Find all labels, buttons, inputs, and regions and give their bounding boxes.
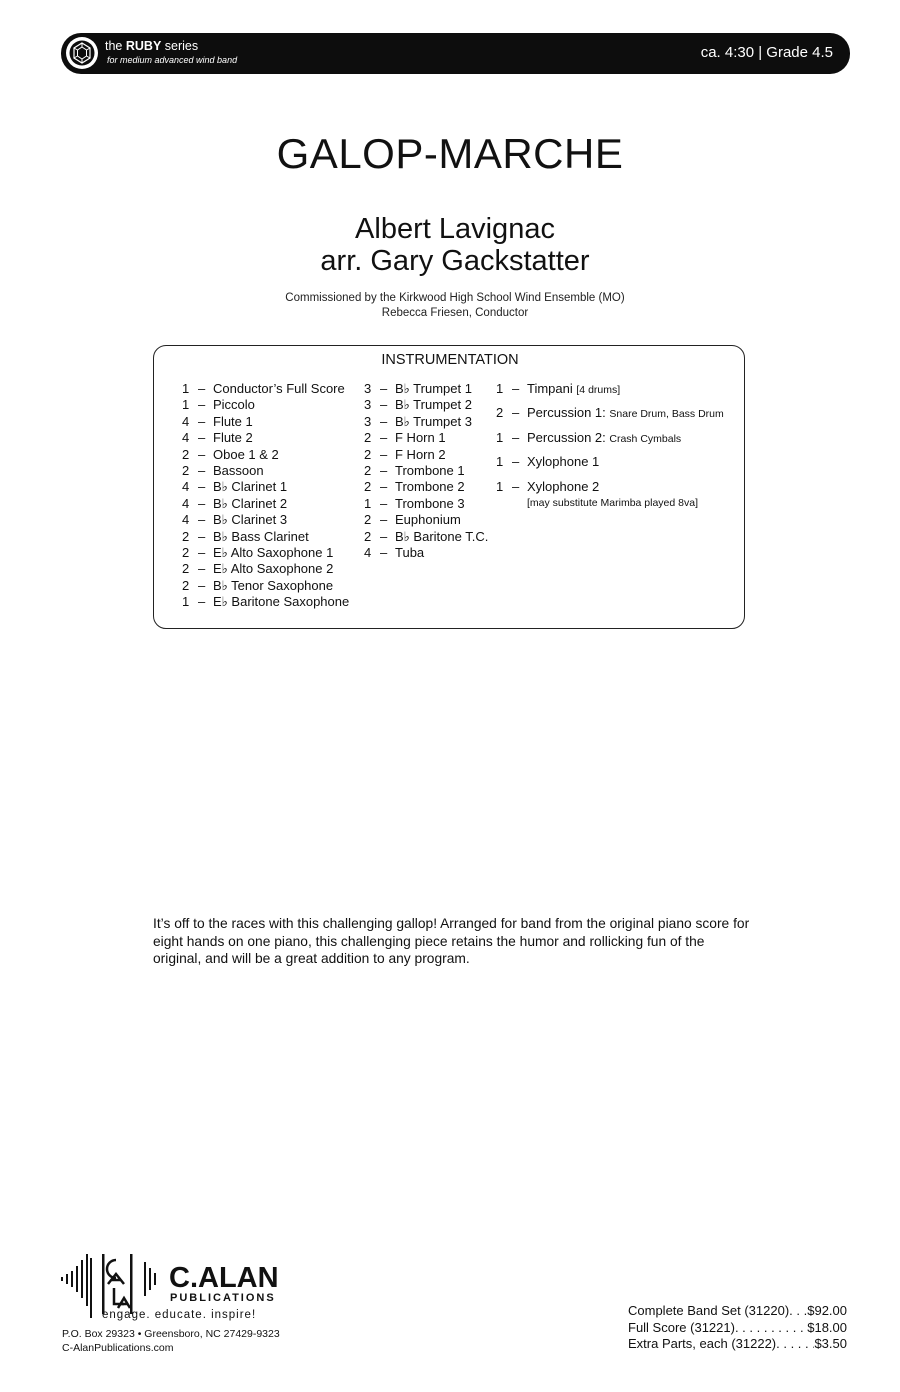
- instrument-name: Percussion 2: Crash Cymbals: [527, 429, 682, 445]
- dash-separator: –: [198, 594, 206, 610]
- instrument-quantity: 2: [182, 462, 190, 478]
- dash-separator: –: [380, 413, 388, 429]
- instrument-name: Percussion 1: Snare Drum, Bass Drum: [527, 405, 724, 421]
- instrument-name: B♭ Clarinet 2: [213, 495, 288, 511]
- instrument-name: Flute 2: [213, 430, 253, 446]
- dot-leader: [789, 1303, 807, 1320]
- dash-separator: –: [198, 381, 206, 396]
- instrument-quantity: 2: [182, 528, 190, 544]
- instrument-quantity: 2: [364, 479, 372, 495]
- instrument-name: F Horn 1: [395, 430, 446, 446]
- instrument-name: Trombone 3: [395, 495, 465, 511]
- piece-description: It’s off to the races with this challenging gallop! Arranged for band from the original piano score for eight hands on one piano, this challenging piece retains the humor and rollicking fun of the original, and will be a great addition to any program.: [153, 916, 750, 966]
- duration-grade: ca. 4:30 | Grade 4.5: [700, 44, 833, 61]
- instrument-name: B♭ Trumpet 2: [395, 397, 472, 413]
- instrument-quantity: 3: [364, 381, 372, 396]
- conductor-credit: Rebecca Friesen, Conductor: [381, 307, 529, 319]
- dash-separator: –: [380, 397, 388, 413]
- instrument-name: B♭ Trumpet 3: [395, 413, 472, 429]
- dash-separator: –: [380, 430, 388, 446]
- instrument-quantity: 1: [496, 454, 504, 470]
- instrument-name: Bassoon: [213, 462, 264, 478]
- c-alan-publications-logo: [58, 1254, 288, 1324]
- publisher-address-block: [62, 1327, 280, 1355]
- publisher-tagline: engage. educate. inspire!: [102, 1309, 257, 1321]
- dash-separator: –: [198, 528, 206, 544]
- dash-separator: –: [198, 544, 206, 560]
- piece-title: GALOP-MARCHE: [276, 130, 624, 177]
- instrument-name: Piccolo: [213, 397, 255, 413]
- instrument-quantity: 2: [364, 512, 372, 528]
- instrument-name: B♭ Clarinet 3: [213, 512, 288, 528]
- dash-separator: –: [380, 381, 388, 396]
- dash-separator: –: [198, 446, 206, 462]
- instrumentation-box: [153, 345, 745, 629]
- instrument-detail: [4 drums]: [576, 384, 621, 396]
- publisher-address: P.O. Box 29323 • Greensboro, NC 27429-9323: [62, 1328, 280, 1340]
- instrument-quantity: 4: [364, 544, 372, 560]
- dash-separator: –: [512, 429, 520, 445]
- instrument-quantity: 1: [496, 429, 504, 445]
- dash-separator: –: [198, 561, 206, 577]
- marimba-substitution-note: [may substitute Marimba played 8va]: [527, 497, 698, 509]
- commission-note: Commissioned by the Kirkwood High School Wind Ensemble (MO): [285, 292, 625, 304]
- price-row: [628, 1320, 847, 1337]
- dash-separator: –: [380, 462, 388, 478]
- instrument-detail: Snare Drum, Bass Drum: [609, 408, 724, 421]
- instrument-name: B♭ Clarinet 1: [213, 479, 288, 495]
- instrument-name: Trombone 1: [395, 462, 465, 478]
- dash-separator: –: [198, 462, 206, 478]
- dash-separator: –: [512, 478, 520, 494]
- price-label: Complete Band Set (31220): [628, 1303, 790, 1318]
- instrument-quantity: 2: [182, 446, 190, 462]
- instrument-quantity: 2: [496, 405, 504, 421]
- price-row: [628, 1336, 847, 1353]
- instrument-quantity: 3: [364, 413, 372, 429]
- dash-separator: –: [198, 512, 206, 528]
- dash-separator: –: [198, 479, 206, 495]
- instrument-name: Tuba: [395, 544, 425, 560]
- instrument-name: Conductor’s Full Score: [213, 381, 345, 396]
- price-amount: $3.50: [814, 1336, 847, 1351]
- dash-separator: –: [198, 495, 206, 511]
- instrument-quantity: 4: [182, 479, 190, 495]
- instrument-quantity: 2: [364, 430, 372, 446]
- instrument-quantity: 1: [364, 495, 372, 511]
- composer: Albert Lavignac: [355, 213, 555, 245]
- instrument-name: Euphonium: [395, 512, 461, 528]
- instrument-name: B♭ Bass Clarinet: [213, 528, 309, 544]
- instrument-quantity: 4: [182, 413, 190, 429]
- dash-separator: –: [380, 512, 388, 528]
- instrument-quantity: 4: [182, 430, 190, 446]
- series-tagline: for medium advanced wind band: [107, 55, 238, 65]
- series-header-bar: [61, 33, 850, 74]
- dash-separator: –: [380, 495, 388, 511]
- dash-separator: –: [198, 413, 206, 429]
- dash-separator: –: [380, 446, 388, 462]
- publisher-website[interactable]: C-AlanPublications.com: [62, 1342, 174, 1354]
- instrument-quantity: 1: [182, 397, 190, 413]
- instrument-quantity: 3: [364, 397, 372, 413]
- ruby-gem-icon: [65, 36, 99, 70]
- instrument-quantity: 1: [496, 381, 504, 396]
- series-name: the RUBY series: [105, 39, 199, 53]
- instrument-quantity: 2: [364, 528, 372, 544]
- instrument-quantity: 4: [182, 512, 190, 528]
- instrument-quantity: 2: [182, 561, 190, 577]
- dash-separator: –: [380, 479, 388, 495]
- price-label: Full Score (31221): [628, 1319, 735, 1335]
- dash-separator: –: [380, 528, 388, 544]
- instrument-quantity: 4: [182, 495, 190, 511]
- price-amount: $18.00: [807, 1319, 847, 1335]
- instrument-name: E♭ Alto Saxophone 2: [213, 561, 334, 577]
- instrument-quantity: 2: [182, 544, 190, 560]
- instrument-name: B♭ Tenor Saxophone: [213, 577, 334, 593]
- dash-separator: –: [198, 430, 206, 446]
- publisher-sub: PUBLICATIONS: [170, 1292, 276, 1304]
- instrument-quantity: 2: [364, 462, 372, 478]
- publisher-name: C.ALAN: [169, 1262, 279, 1294]
- dot-leader: [735, 1320, 807, 1337]
- arranger: arr. Gary Gackstatter: [320, 245, 590, 277]
- dash-separator: –: [380, 544, 388, 560]
- price-list: [628, 1303, 847, 1353]
- dash-separator: –: [512, 405, 520, 421]
- dash-separator: –: [512, 381, 520, 396]
- dot-leader: [776, 1336, 814, 1353]
- instrument-name: Oboe 1 & 2: [213, 446, 279, 462]
- price-row: [628, 1303, 847, 1320]
- instrument-name: Timpani [4 drums]: [527, 381, 621, 396]
- dash-separator: –: [198, 577, 206, 593]
- instrument-name: E♭ Baritone Saxophone: [213, 594, 350, 610]
- instrument-quantity: 2: [182, 577, 190, 593]
- dash-separator: –: [512, 454, 520, 470]
- price-amount: $92.00: [807, 1303, 847, 1318]
- instrument-name: Xylophone 2: [527, 478, 600, 494]
- instrument-quantity: 1: [182, 381, 190, 396]
- instrument-name: Trombone 2: [395, 479, 465, 495]
- instrument-name: E♭ Alto Saxophone 1: [213, 544, 334, 560]
- instrument-name: F Horn 2: [395, 446, 446, 462]
- instrument-name: Xylophone 1: [527, 454, 600, 470]
- instrument-quantity: 1: [182, 594, 190, 610]
- instrument-name: Flute 1: [213, 413, 253, 429]
- instrument-quantity: 2: [364, 446, 372, 462]
- instrument-quantity: 1: [496, 478, 504, 494]
- dash-separator: –: [198, 397, 206, 413]
- instrument-detail: Crash Cymbals: [609, 432, 682, 445]
- instrument-name: B♭ Baritone T.C.: [395, 528, 489, 544]
- instrument-name: B♭ Trumpet 1: [395, 381, 472, 396]
- price-label: Extra Parts, each (31222): [628, 1336, 777, 1351]
- instrumentation-heading: INSTRUMENTATION: [381, 352, 519, 368]
